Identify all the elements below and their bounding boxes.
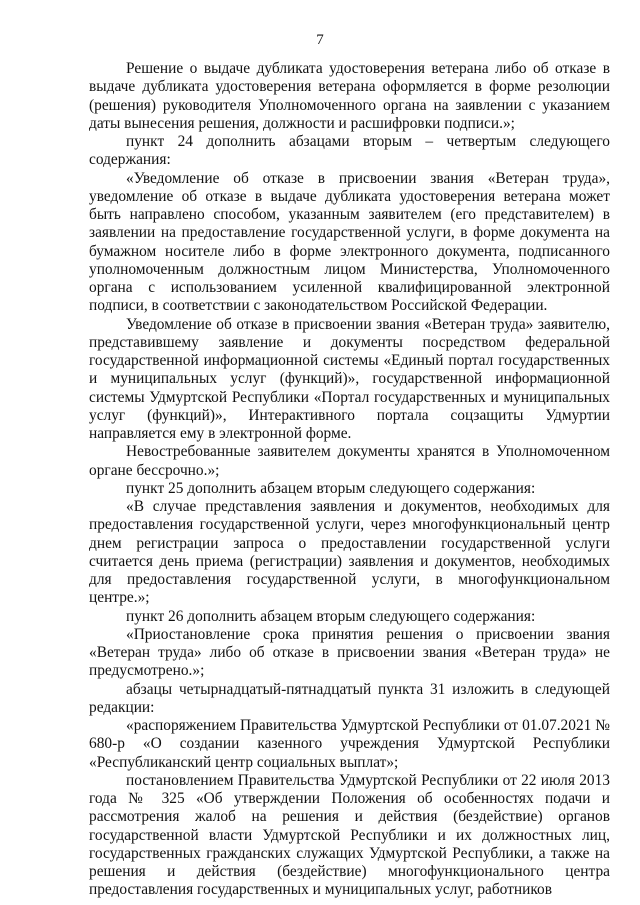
paragraph: пункт 25 дополнить абзацем вторым следующего содержания:	[126, 479, 536, 497]
paragraph: «В случае представления заявления и документов, необходимых для предоставления государственной услуги, через многофункциональный центр днем регистрации запроса о предоставлении государственной услуги считается день приема (регистрации) заявления и документов, необходимых для предоставления государственной услуги, в многофункциональном центре.»;	[89, 498, 610, 607]
paragraph: постановлением Правительства Удмуртской Республики от 22 июля 2013 года № 325 «Об утверждении Положения об особенностях подачи и рассмотрения жалоб на решения и действия (бездействие) органов государственной власти Удмуртской Республики и их должностных лиц, государственных гражданских служащих Удмуртской Республики, а также на решения и действия (бездействие) многофункционального центра предоставления государственных и муниципальных услуг, работников	[89, 771, 610, 899]
paragraph: «Уведомление об отказе в присвоении звания «Ветеран труда», уведомление об отказе в выдаче дубликата удостоверения ветерана может быть направлено способом, указанным заявителем (его представителем) в заявлении на предоставление государственной услуги, в форме документа на бумажном носителе либо в форме электронного документа, подписанного уполномоченным должностным лицом Министерства, Уполномоченного органа с использованием усиленной квалифицированной электронной подписи, в соответствии с законодательством Российской Федерации.	[89, 169, 610, 315]
paragraph: пункт 24 дополнить абзацами вторым – четвертым следующего содержания:	[89, 133, 610, 169]
paragraph: «распоряжением Правительства Удмуртской Республики от 01.07.2021 № 680-р «О создании казенного учреждения Удмуртской Республики «Республиканский центр социальных выплат»;	[89, 717, 610, 771]
paragraph: Уведомление об отказе в присвоении звания «Ветеран труда» заявителю, представившему заявление и документы посредством федеральной государственной информационной системы «Единый портал государственных и муниципальных услуг (функций)», государственной информационной системы Удмуртской Республики «Портал государственных и муниципальных услуг (функций)», Интерактивного портала соцзащиты Удмуртии направляется ему в электронной форме.	[89, 315, 610, 442]
paragraph: Решение о выдаче дубликата удостоверения ветерана либо об отказе в выдаче дубликата удостоверения ветерана оформляется в форме резолюции (решения) руководителя Уполномоченного органа на заявлении с указанием даты вынесения решения, должности и расшифровки подписи.»;	[89, 60, 610, 132]
page-number: 7	[316, 32, 324, 48]
paragraph: «Приостановление срока принятия решения о присвоении звания «Ветеран труда» либо об отказе в присвоении звания «Ветеран труда» не предусмотрено.»;	[89, 625, 610, 680]
paragraph: пункт 26 дополнить абзацем вторым следующего содержания:	[126, 607, 536, 625]
document-body	[89, 60, 610, 900]
paragraph: абзацы четырнадцатый-пятнадцатый пункта 31 изложить в следующей редакции:	[89, 680, 610, 716]
paragraph: Невостребованные заявителем документы хранятся в Уполномоченном органе бессрочно.»;	[89, 443, 610, 479]
